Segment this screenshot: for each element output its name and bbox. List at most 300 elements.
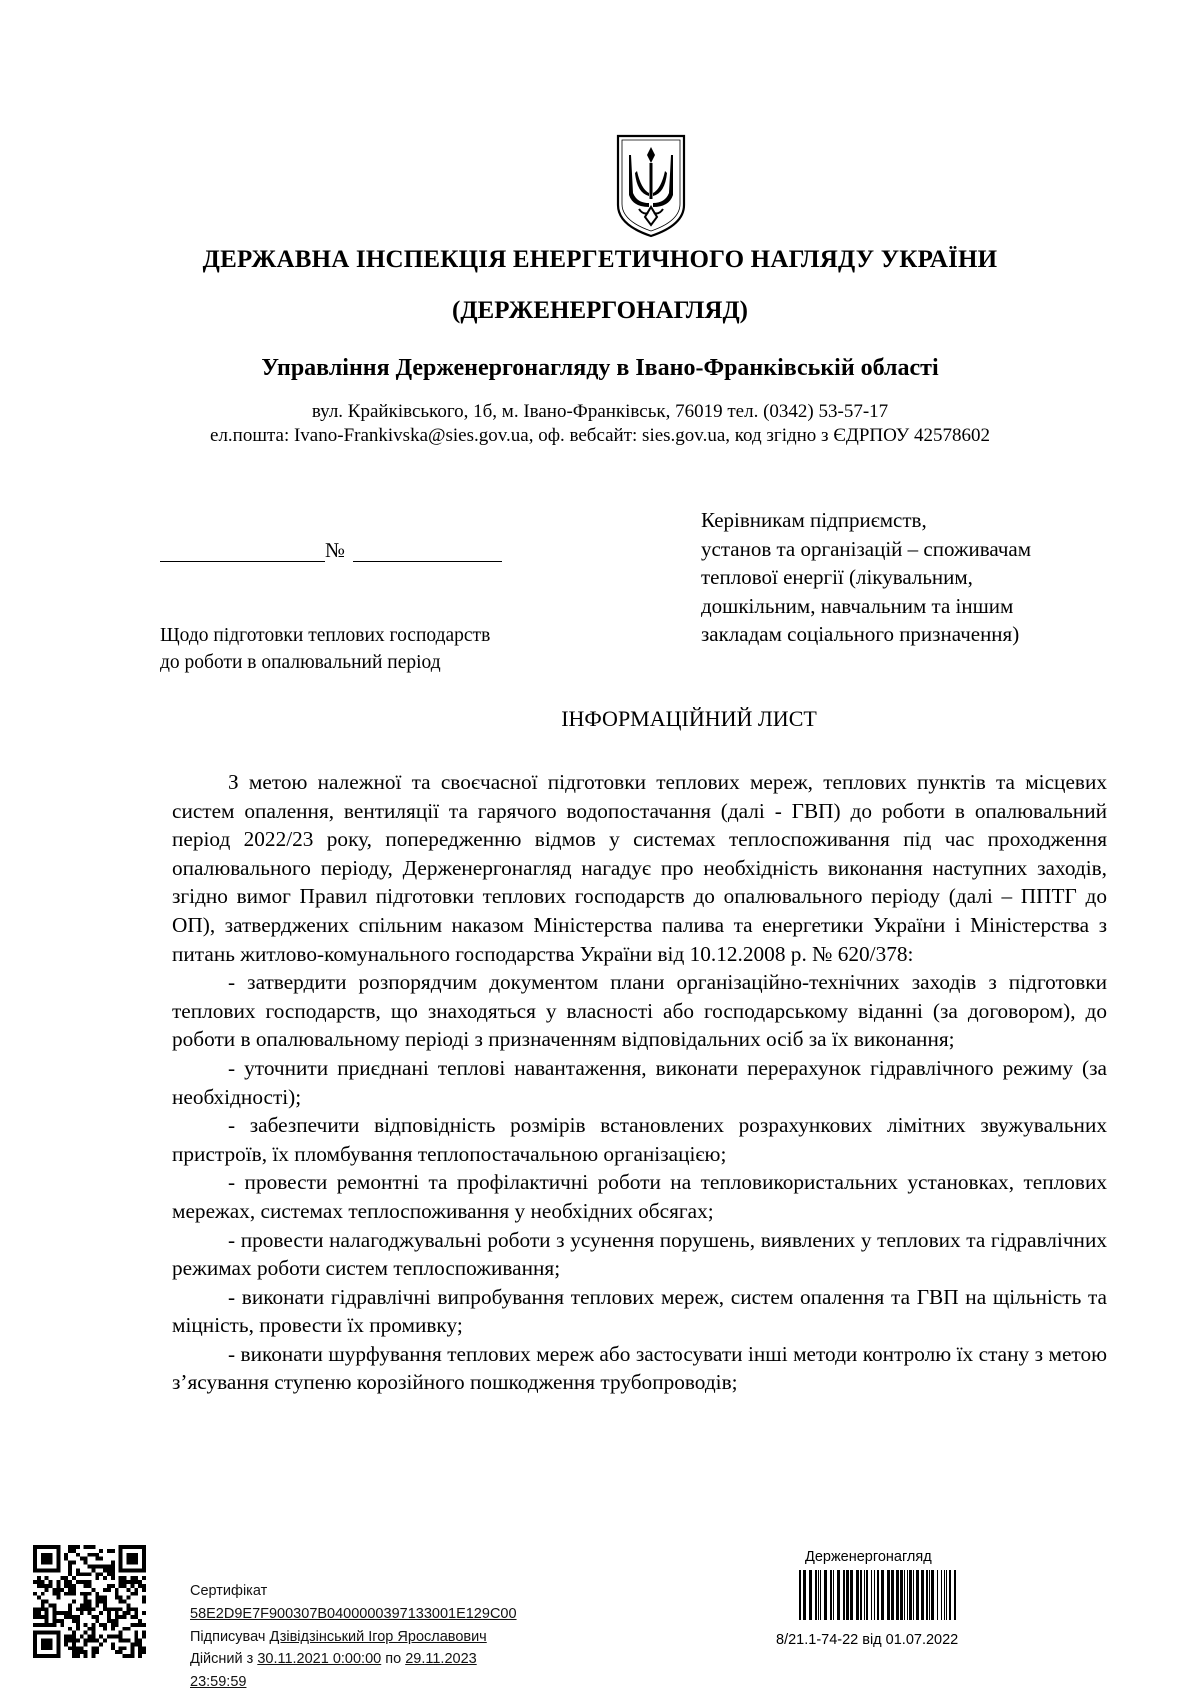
qr-module xyxy=(84,1603,88,1607)
qr-module xyxy=(72,1584,76,1588)
qr-module xyxy=(88,1627,92,1631)
qr-module xyxy=(76,1627,80,1631)
barcode-bar xyxy=(881,1570,884,1620)
qr-module xyxy=(56,1611,60,1615)
number-blank xyxy=(353,561,502,562)
qr-module xyxy=(45,1642,49,1646)
qr-module xyxy=(127,1596,131,1600)
qr-module xyxy=(56,1549,60,1553)
qr-module xyxy=(41,1639,45,1643)
barcode-bar xyxy=(824,1570,827,1620)
qr-module xyxy=(76,1580,80,1584)
qr-module xyxy=(107,1611,111,1615)
qr-module xyxy=(72,1561,76,1565)
qr-module xyxy=(119,1596,123,1600)
qr-module xyxy=(88,1564,92,1568)
qr-module xyxy=(138,1646,142,1650)
qr-module xyxy=(56,1568,60,1572)
barcode-bar xyxy=(846,1570,849,1620)
qr-module xyxy=(123,1627,127,1631)
valid-to-label: по xyxy=(385,1651,402,1668)
qr-module xyxy=(119,1549,123,1553)
qr-module xyxy=(84,1557,88,1561)
qr-module xyxy=(33,1623,37,1627)
barcode-bar xyxy=(871,1570,872,1620)
qr-module xyxy=(127,1603,131,1607)
list-item: - провести ремонтні та профілактичні роботи на тепловикористальних установках, теплових мережах, системах теплоспоживання у необхідних обсягах; xyxy=(172,1170,1107,1223)
qr-module xyxy=(142,1553,146,1557)
qr-module xyxy=(111,1642,115,1646)
qr-module xyxy=(45,1600,49,1604)
list-item: - виконати шурфування теплових мереж або застосувати інші методи контролю їх стану з метою з’ясування ступеню корозійного пошкодження трубопроводів; xyxy=(172,1341,1107,1395)
address-line: вул. Крайківського, 1б, м. Івано-Франківськ, 76019 тел. (0342) 53-57-17 xyxy=(311,401,889,422)
qr-module xyxy=(64,1611,68,1615)
qr-module xyxy=(115,1623,119,1627)
qr-module xyxy=(56,1639,60,1643)
qr-module xyxy=(52,1592,56,1596)
qr-module xyxy=(130,1592,134,1596)
qr-module xyxy=(56,1635,60,1639)
qr-module xyxy=(95,1619,99,1623)
qr-module xyxy=(123,1646,127,1650)
qr-module xyxy=(115,1611,119,1615)
qr-module xyxy=(64,1576,68,1580)
qr-module xyxy=(41,1623,45,1627)
qr-module xyxy=(119,1639,123,1643)
qr-module xyxy=(68,1639,72,1643)
barcode-bar xyxy=(887,1570,890,1620)
qr-module xyxy=(103,1627,107,1631)
barcode-bar xyxy=(860,1570,862,1620)
qr-module xyxy=(95,1615,99,1619)
qr-module xyxy=(91,1564,95,1568)
qr-module xyxy=(127,1611,131,1615)
qr-module xyxy=(111,1572,115,1576)
qr-code-icon xyxy=(33,1545,146,1658)
barcode-bar xyxy=(913,1570,914,1620)
recipient-line: Керівникам підприємств, xyxy=(701,508,927,532)
qr-module xyxy=(68,1603,72,1607)
qr-module xyxy=(37,1654,41,1658)
qr-module xyxy=(91,1607,95,1611)
qr-module xyxy=(72,1635,76,1639)
qr-module xyxy=(56,1588,60,1592)
qr-module xyxy=(88,1572,92,1576)
qr-module xyxy=(134,1580,138,1584)
qr-module xyxy=(52,1654,56,1658)
qr-module xyxy=(84,1607,88,1611)
qr-module xyxy=(72,1588,76,1592)
qr-module xyxy=(49,1561,53,1565)
qr-module xyxy=(49,1639,53,1643)
qr-module xyxy=(33,1611,37,1615)
qr-module xyxy=(138,1584,142,1588)
qr-module xyxy=(84,1580,88,1584)
qr-module xyxy=(111,1576,115,1580)
qr-module xyxy=(80,1603,84,1607)
qr-module xyxy=(37,1611,41,1615)
qr-module xyxy=(52,1611,56,1615)
qr-module xyxy=(68,1607,72,1611)
qr-module xyxy=(103,1639,107,1643)
signer-name: Дзівідзінський Ігор Ярославович xyxy=(269,1628,487,1645)
letter-body xyxy=(172,768,1107,1397)
qr-module xyxy=(130,1623,134,1627)
qr-module xyxy=(41,1642,45,1646)
qr-module xyxy=(68,1549,72,1553)
qr-module xyxy=(49,1584,53,1588)
document-title: ІНФОРМАЦІЙНИЙ ЛИСТ xyxy=(561,706,817,731)
qr-module xyxy=(107,1619,111,1623)
qr-module xyxy=(45,1553,49,1557)
qr-module xyxy=(130,1646,134,1650)
qr-module xyxy=(80,1650,84,1654)
barcode-icon xyxy=(797,1570,957,1620)
qr-module xyxy=(107,1572,111,1576)
qr-module xyxy=(91,1635,95,1639)
qr-module xyxy=(134,1635,138,1639)
qr-module xyxy=(68,1615,72,1619)
qr-module xyxy=(130,1650,134,1654)
list-item: - затвердити розпорядчим документом плани організаційно-технічних заходів з підготовки теплових господарств, що знаходяться у власності або господарському віданні (за договором), до роботи в опалювальному періоді з призначенням відповідальних осіб за їх виконання; xyxy=(172,970,1107,1052)
list-item: - забезпечити відповідність розмірів встановлених розрахункових лімітних звужувальних пристроїв, їх пломбування теплопостачальною організацією; xyxy=(172,1113,1107,1166)
qr-module xyxy=(33,1557,37,1561)
barcode-bar xyxy=(843,1570,845,1620)
qr-module xyxy=(68,1611,72,1615)
qr-module xyxy=(88,1553,92,1557)
qr-module xyxy=(138,1642,142,1646)
certificate-label: Сертифікат xyxy=(190,1583,268,1599)
qr-module xyxy=(60,1611,64,1615)
qr-module xyxy=(80,1592,84,1596)
qr-module xyxy=(88,1580,92,1584)
qr-module xyxy=(95,1564,99,1568)
barcode-bar xyxy=(949,1570,951,1620)
qr-module xyxy=(41,1646,45,1650)
qr-module xyxy=(33,1545,37,1549)
qr-module xyxy=(64,1639,68,1643)
qr-module xyxy=(88,1635,92,1639)
qr-module xyxy=(37,1631,41,1635)
qr-module xyxy=(33,1580,37,1584)
qr-module xyxy=(107,1564,111,1568)
barcode-bar xyxy=(856,1570,859,1620)
qr-module xyxy=(119,1600,123,1604)
qr-module xyxy=(84,1561,88,1565)
qr-module xyxy=(119,1545,123,1549)
department-name: Управління Держенергонагляду в Івано-Франківській області xyxy=(261,355,939,381)
qr-module xyxy=(134,1607,138,1611)
qr-module xyxy=(37,1584,41,1588)
qr-module xyxy=(119,1557,123,1561)
qr-module xyxy=(37,1568,41,1572)
qr-module xyxy=(111,1549,115,1553)
qr-module xyxy=(84,1631,88,1635)
qr-module xyxy=(99,1572,103,1576)
barcode-bar xyxy=(941,1570,942,1620)
qr-module xyxy=(76,1545,80,1549)
qr-module xyxy=(103,1588,107,1592)
qr-module xyxy=(142,1646,146,1650)
qr-module xyxy=(76,1639,80,1643)
qr-module xyxy=(84,1592,88,1596)
qr-module xyxy=(84,1639,88,1643)
qr-module xyxy=(68,1568,72,1572)
qr-module xyxy=(37,1623,41,1627)
qr-module xyxy=(68,1572,72,1576)
qr-module xyxy=(130,1607,134,1611)
letter-subject xyxy=(160,622,580,676)
qr-module xyxy=(56,1646,60,1650)
qr-module xyxy=(56,1545,60,1549)
qr-module xyxy=(103,1623,107,1627)
qr-module xyxy=(138,1623,142,1627)
qr-module xyxy=(88,1607,92,1611)
qr-module xyxy=(56,1642,60,1646)
qr-module xyxy=(130,1568,134,1572)
qr-module xyxy=(115,1588,119,1592)
qr-module xyxy=(68,1588,72,1592)
qr-module xyxy=(127,1561,131,1565)
qr-module xyxy=(95,1553,99,1557)
qr-module xyxy=(130,1576,134,1580)
qr-module xyxy=(142,1561,146,1565)
qr-module xyxy=(119,1576,123,1580)
barcode-bar xyxy=(926,1570,928,1620)
qr-module xyxy=(56,1557,60,1561)
qr-module xyxy=(127,1654,131,1658)
barcode-bar xyxy=(815,1570,817,1620)
qr-module xyxy=(41,1631,45,1635)
barcode-bar xyxy=(864,1570,865,1620)
qr-module xyxy=(107,1584,111,1588)
qr-module xyxy=(103,1568,107,1572)
certificate-value: 58E2D9E7F900307B0400000397133001E129C00 xyxy=(190,1605,517,1622)
qr-module xyxy=(64,1592,68,1596)
qr-module xyxy=(72,1631,76,1635)
qr-module xyxy=(138,1650,142,1654)
qr-module xyxy=(56,1564,60,1568)
qr-module xyxy=(123,1545,127,1549)
qr-module xyxy=(123,1568,127,1572)
qr-module xyxy=(119,1568,123,1572)
qr-module xyxy=(37,1607,41,1611)
qr-module xyxy=(49,1557,53,1561)
qr-module xyxy=(134,1623,138,1627)
qr-module xyxy=(119,1615,123,1619)
qr-module xyxy=(76,1650,80,1654)
qr-module xyxy=(49,1642,53,1646)
qr-module xyxy=(80,1557,84,1561)
qr-module xyxy=(99,1642,103,1646)
intro-paragraph: З метою належної та своєчасної підготовки теплових мереж, теплових пунктів та місцевих систем опалення, вентиляції та гарячого водопостачання (далі - ГВП) до роботи в опалювальний період 2022/23 року, попередженню відмов у системах теплоспоживання під час проходження опалювального періоду, Держенергонагляд нагадує про необхідність виконання наступних заходів, згідно вимог Правил підготовки теплових господарств до опалювального періоду (далі – ППТГ до ОП), затверджених спільним наказом Міністерства палива та енергетики України і Міністерства з питань житлово-комунального господарства України від 10.12.2008 р. № 620/378: xyxy=(172,770,1107,966)
qr-module xyxy=(119,1631,123,1635)
qr-module xyxy=(88,1592,92,1596)
qr-module xyxy=(88,1584,92,1588)
barcode-bar xyxy=(954,1570,956,1620)
qr-module xyxy=(99,1600,103,1604)
qr-module xyxy=(41,1600,45,1604)
qr-module xyxy=(103,1596,107,1600)
organization-abbreviation: (ДЕРЖЕНЕРГОНАГЛЯД) xyxy=(452,297,748,324)
qr-module xyxy=(41,1568,45,1572)
qr-module xyxy=(142,1600,146,1604)
qr-module xyxy=(45,1654,49,1658)
qr-module xyxy=(60,1588,64,1592)
qr-module xyxy=(33,1607,37,1611)
qr-module xyxy=(91,1568,95,1572)
qr-module xyxy=(127,1580,131,1584)
qr-module xyxy=(95,1557,99,1561)
qr-module xyxy=(60,1576,64,1580)
qr-module xyxy=(123,1611,127,1615)
barcode-bar xyxy=(907,1570,908,1620)
barcode-bar xyxy=(866,1570,868,1620)
qr-module xyxy=(134,1553,138,1557)
qr-module xyxy=(123,1576,127,1580)
qr-module xyxy=(84,1596,88,1600)
recipient-line: теплової енергії (лікувальним, xyxy=(701,565,973,589)
qr-module xyxy=(41,1561,45,1565)
qr-module xyxy=(111,1635,115,1639)
qr-module xyxy=(119,1646,123,1650)
qr-module xyxy=(49,1545,53,1549)
qr-module xyxy=(107,1615,111,1619)
qr-module xyxy=(99,1549,103,1553)
qr-module xyxy=(56,1619,60,1623)
qr-module xyxy=(130,1545,134,1549)
recipient-block xyxy=(701,506,1141,649)
qr-module xyxy=(33,1549,37,1553)
qr-module xyxy=(119,1553,123,1557)
qr-module xyxy=(72,1619,76,1623)
qr-module xyxy=(91,1588,95,1592)
qr-module xyxy=(80,1580,84,1584)
qr-module xyxy=(33,1642,37,1646)
qr-module xyxy=(64,1642,68,1646)
barcode-bar xyxy=(944,1570,945,1620)
qr-module xyxy=(99,1623,103,1627)
barcode-bar xyxy=(937,1570,938,1620)
qr-module xyxy=(119,1580,123,1584)
qr-module xyxy=(84,1654,88,1658)
qr-module xyxy=(95,1600,99,1604)
qr-module xyxy=(56,1592,60,1596)
barcode-bar xyxy=(891,1570,894,1620)
barcode-bar xyxy=(799,1570,801,1620)
qr-module xyxy=(91,1639,95,1643)
qr-module xyxy=(119,1561,123,1565)
qr-module xyxy=(138,1568,142,1572)
qr-module xyxy=(103,1564,107,1568)
qr-module xyxy=(88,1545,92,1549)
qr-module xyxy=(41,1654,45,1658)
date-blank xyxy=(160,561,325,562)
qr-module xyxy=(64,1584,68,1588)
qr-module xyxy=(99,1557,103,1561)
qr-module xyxy=(91,1631,95,1635)
qr-module xyxy=(115,1607,119,1611)
barcode-bar xyxy=(931,1570,934,1620)
qr-module xyxy=(41,1584,45,1588)
qr-module xyxy=(111,1619,115,1623)
qr-module xyxy=(49,1646,53,1650)
qr-module xyxy=(111,1568,115,1572)
qr-module xyxy=(127,1545,131,1549)
qr-module xyxy=(41,1545,45,1549)
barcode-bar xyxy=(809,1570,812,1620)
qr-module xyxy=(84,1584,88,1588)
qr-module xyxy=(91,1654,95,1658)
qr-module xyxy=(52,1545,56,1549)
qr-module xyxy=(56,1596,60,1600)
qr-module xyxy=(123,1615,127,1619)
qr-module xyxy=(49,1631,53,1635)
qr-module xyxy=(142,1545,146,1549)
qr-module xyxy=(127,1607,131,1611)
qr-module xyxy=(49,1654,53,1658)
qr-module xyxy=(49,1623,53,1627)
qr-module xyxy=(72,1615,76,1619)
qr-module xyxy=(45,1545,49,1549)
qr-module xyxy=(45,1557,49,1561)
qr-module xyxy=(52,1619,56,1623)
qr-module xyxy=(142,1549,146,1553)
qr-module xyxy=(142,1576,146,1580)
barcode-bar xyxy=(850,1570,853,1620)
qr-module xyxy=(45,1568,49,1572)
qr-module xyxy=(115,1619,119,1623)
valid-to-time: 23:59:59 xyxy=(190,1674,247,1691)
subject-line: до роботи в опалювальний період xyxy=(160,652,441,673)
recipient-line: закладам соціального призначення) xyxy=(701,622,1020,646)
number-sign: № xyxy=(325,538,346,562)
valid-to-date: 29.11.2023 xyxy=(405,1651,477,1668)
qr-module xyxy=(56,1553,60,1557)
subject-line: Щодо підготовки теплових господарств xyxy=(160,625,491,646)
qr-module xyxy=(107,1635,111,1639)
qr-module xyxy=(138,1619,142,1623)
qr-module xyxy=(41,1592,45,1596)
signer-label: Підписувач xyxy=(190,1628,266,1645)
qr-module xyxy=(111,1584,115,1588)
barcode-bar xyxy=(946,1570,947,1620)
qr-module xyxy=(49,1568,53,1572)
list-item: - уточнити приєднані теплові навантаження, виконати перерахунок гідравлічного режиму (за необхідності); xyxy=(172,1055,1107,1109)
qr-module xyxy=(127,1568,131,1572)
qr-module xyxy=(80,1607,84,1611)
qr-module xyxy=(115,1615,119,1619)
qr-module xyxy=(76,1623,80,1627)
qr-module xyxy=(95,1639,99,1643)
qr-module xyxy=(138,1639,142,1643)
qr-module xyxy=(138,1654,142,1658)
qr-module xyxy=(95,1650,99,1654)
qr-module xyxy=(76,1568,80,1572)
qr-module xyxy=(103,1607,107,1611)
recipient-line: дошкільним, навчальним та іншим xyxy=(701,593,1014,618)
barcode-bar xyxy=(900,1570,903,1620)
qr-module xyxy=(45,1584,49,1588)
organization-title: ДЕРЖАВНА ІНСПЕКЦІЯ ЕНЕРГЕТИЧНОГО НАГЛЯДУ УКРАЇНИ xyxy=(202,246,998,273)
qr-module xyxy=(33,1568,37,1572)
digital-signature-block xyxy=(190,1580,517,1694)
barcode-bar xyxy=(921,1570,924,1620)
qr-module xyxy=(142,1650,146,1654)
qr-module xyxy=(72,1592,76,1596)
qr-module xyxy=(99,1596,103,1600)
barcode-bar xyxy=(830,1570,832,1620)
